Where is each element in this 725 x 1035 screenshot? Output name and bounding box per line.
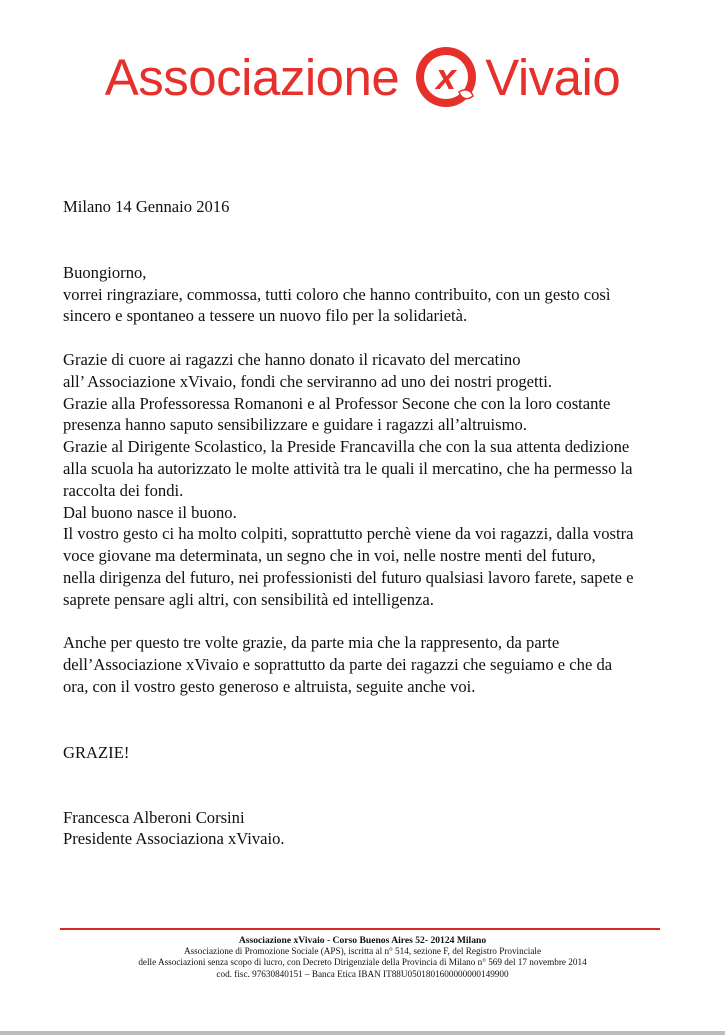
footer-line: delle Associazioni senza scopo di lucro, con Decreto Dirigenziale della Provincia di Milano n° 569 del 17 novembre 2014 — [138, 957, 587, 968]
para2-line: Grazie alla Professoressa Romanoni e al Professor Secone che con la loro costante — [63, 393, 611, 413]
footer-divider — [60, 928, 660, 930]
para3-line: Anche per questo tre volte grazie, da parte mia che la rappresento, da parte — [63, 633, 560, 653]
logo-badge-icon — [413, 44, 479, 110]
logo-word-right: Vivaio — [485, 48, 621, 106]
association-logo — [0, 42, 725, 112]
letter-body — [63, 196, 673, 850]
footer — [0, 935, 725, 980]
para3-line: ora, con il vostro gesto generoso e altruista, seguite anche voi. — [63, 676, 476, 696]
date-line: Milano 14 Gennaio 2016 — [63, 197, 230, 216]
logo-badge-letter: x — [436, 56, 457, 97]
thanks-line: GRAZIE! — [63, 742, 130, 762]
para2-line: all’ Associazione xVivaio, fondi che serviranno ad uno dei nostri progetti. — [63, 371, 553, 391]
footer-title: Associazione xVivaio - Corso Buenos Aires 52- 20124 Milano — [238, 935, 487, 946]
signature-name: Francesca Alberoni Corsini — [63, 807, 245, 827]
logo-word-left: Associazione — [104, 48, 400, 106]
para2-line: Grazie di cuore ai ragazzi che hanno donato il ricavato del mercatino — [63, 349, 521, 369]
para2-line: Il vostro gesto ci ha molto colpiti, soprattutto perchè viene da voi ragazzi, dalla vostra — [63, 524, 634, 544]
para2-line: voce giovane ma determinata, un segno che in voi, nelle nostre menti del futuro, — [63, 546, 596, 566]
para2-line: nella dirigenza del futuro, nei professionisti del futuro qualsiasi lavoro farete, sapete e — [63, 567, 634, 587]
signature-role: Presidente Associaziona xVivaio. — [63, 829, 285, 849]
para2-line: presenza hanno saputo sensibilizzare e guidare i ragazzi all’altruismo. — [63, 415, 527, 435]
para2-line: raccolta dei fondi. — [63, 480, 184, 500]
para1-line: vorrei ringraziare, commossa, tutti coloro che hanno contribuito, con un gesto così — [63, 284, 611, 304]
para2-line: saprete pensare agli altri, con sensibilità ed intelligenza. — [63, 589, 434, 609]
para2-line: Grazie al Dirigente Scolastico, la Preside Francavilla che con la sua attenta dedizione — [63, 437, 630, 457]
footer-line: cod. fisc. 97630840151 – Banca Etica IBAN IT88U0501801600000000149900 — [216, 968, 509, 979]
para1-line: sincero e spontaneo a tessere un nuovo filo per la solidarietà. — [63, 306, 468, 326]
bottom-edge-bar — [0, 1031, 725, 1035]
para3-line: dell’Associazione xVivaio e soprattutto da parte dei ragazzi che seguiamo e che da — [63, 655, 613, 675]
para2-line: Dal buono nasce il buono. — [63, 502, 237, 522]
para2-line: alla scuola ha autorizzato le molte attività tra le quali il mercatino, che ha permesso la — [63, 458, 633, 478]
greeting: Buongiorno, — [63, 262, 147, 282]
footer-line: Associazione di Promozione Sociale (APS), iscritta al n° 514, sezione F, del Registro Provinciale — [183, 946, 542, 957]
